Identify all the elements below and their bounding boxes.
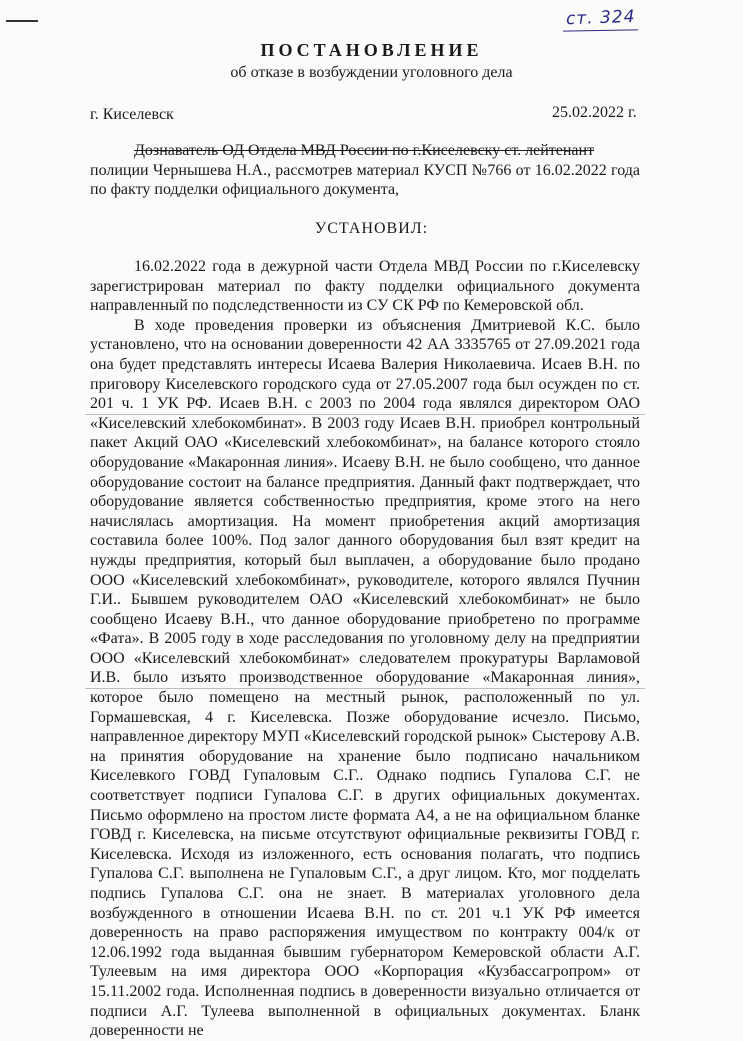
document-date: 25.02.2022 г.	[552, 104, 637, 121]
paragraph-2: В ходе проведения проверки из объяснения Дмитриевой К.С. было установлено, что на основании доверенности 42 АА 3335765 от 27.09.2021 года она будет представлять интересы Исаева Валерия Николаевича. Исаев В.Н. по приговору Киселевского городского суда от 27.05.2007 года был осужден по ст. 201 ч. 1 УК РФ. Исаев В.Н. с 2003 по 2004 года являлся директором ОАО «Киселевский хлебокомбинат». В 2003 году Исаев В.Н. приобрел контрольный пакет Акций ОАО «Киселевский хлебокомбинат», на балансе которого стояло оборудование «Макаронная линия». Исаеву В.Н. не было сообщено, что данное оборудование состоит на балансе предприятия. Данный факт подтверждает, что оборудование является собственностью предприятия, кроме этого на него начислялась амортизация. На момент приобретения акций амортизация составила более 100%. Под залог данного оборудования был взят кредит на нужды предприятия, который был выплачен, а оборудование было продано ООО «Киселевский хлебокомбинат», руководителе, которого являлся Пучнин Г.И.. Бывшем руководителем ОАО «Киселевский хлебокомбинат» не было сообщено Исаеву В.Н., что данное оборудование приобретено по программе «Фата». В 2005 году в ходе расследования по уголовному делу на предприятии ООО «Киселевский хлебокомбинат» следователем прокуратуры Варламовой И.В. было изъято производственное оборудование «Макаронная линия», которое было помещено на местный рынок, расположенный по ул. Гормашевская, 4 г. Киселевска. Позже оборудование исчезло. Письмо, направленное директору МУП «Киселевский городской рынок» Сыстерову А.В. на принятия оборудование на хранение было подписано начальником Киселевкого ГОВД Гупаловым С.Г.. Однако подпись Гупалова С.Г. не соответствует подписи Гупалова С.Г. в других официальных документах. Письмо оформлено на простом листе формата А4, а не на официальном бланке ГОВД г. Киселевска, на письме отсутствуют официальные реквизиты ГОВД г. Киселевска. Исходя из изложенного, есть основания полагать, что подпись Гупалова С.Г. выполнена не Гупаловым С.Г., а друг лицом. Кто, мог подделать подпись Гупалова С.Г. она не знает. В материалах уголовного дела возбужденного в отношении Исаева В.Н. по ст. 201 ч.1 УК РФ имеется доверенность на право распоряжения имуществом по контракту 004/к от 12.06.1992 года выданная бывшим губернатором Кемеровской области А.Г. Тулеевым на имя директора ООО «Корпорация «Кузбассагропром» от 15.11.2002 года. Исполненная подпись в доверенности визуально отличается от подписи А.Г. Тулеева выполненной в официальных документах. Бланк доверенности не	[90, 316, 640, 1040]
paragraph-1: 16.02.2022 года в дежурной части Отдела МВД России по г.Киселевску зарегистрирован материал по факту подделки официального документа направленный по подследственности из СУ СК РФ по Кемеровской обл.	[90, 258, 640, 315]
intro-rest: полиции Чернышева Н.А., рассмотрев материал КУСП №766 от 16.02.2022 года по факту подделки официального документа,	[90, 161, 640, 199]
established-heading: УСТАНОВИЛ:	[314, 220, 429, 237]
scan-fold-line	[85, 414, 645, 415]
body-text	[90, 257, 640, 1041]
corner-mark	[6, 20, 38, 22]
scan-fold-line	[85, 688, 645, 689]
handwritten-note: ст. 324	[565, 6, 636, 30]
document-title: ПОСТАНОВЛЕНИЕ	[260, 40, 483, 60]
handwritten-underline	[563, 29, 638, 31]
intro-line-1: Дознаватель ОД Отдела МВД России по г.Киселевску ст. лейтенант	[134, 142, 595, 159]
document-subtitle: об отказе в возбуждении уголовного дела	[230, 64, 513, 81]
place: г. Киселевск	[90, 106, 174, 123]
intro-paragraph	[90, 141, 640, 200]
